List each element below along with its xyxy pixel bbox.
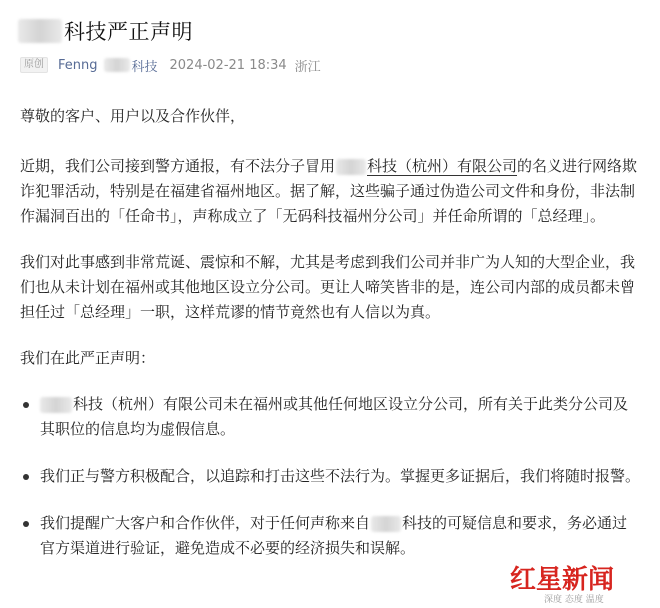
author-link[interactable]: Fenng: [58, 57, 98, 73]
bullet-2-text: 我们正与警方积极配合，以追踪和打击这些不法行为。掌握更多证据后，我们将随时报警。: [40, 467, 641, 485]
p1-text-b: 的名义进行网络欺诈犯罪活动，特别是在福建省福州地区。据了解，这些骗子通过伪造公司文件和身份，非法制作漏洞百出的「任命书」，声称成立了「无码科技福州分公司」并任命所谓的「总经理」。: [20, 157, 638, 225]
article-title-text: 科技严正声明: [64, 20, 193, 44]
publish-location: 浙江: [294, 59, 321, 75]
redacted-account-prefix: [104, 58, 130, 72]
bullet-1-text: 科技（杭州）有限公司未在福州或其他任何地区设立分公司，所有关于此类分公司及其职位的信息均为虚假信息。: [40, 395, 629, 438]
redacted-company-name: [40, 397, 72, 413]
company-name-underlined: 科技（杭州）有限公司: [367, 157, 518, 175]
bullet-3-text-b: 科技的可疑信息和要求，务必通过官方渠道进行验证，避免造成不必要的经济损失和误解。: [40, 514, 628, 557]
publish-datetime: 2024-02-21 18:34: [169, 57, 287, 73]
list-item: [20, 392, 640, 442]
bullet-dot-icon: [23, 402, 29, 408]
p1-text-a: 近期，我们公司接到警方通报，有不法分子冒用: [20, 157, 336, 175]
salutation: 尊敬的客户、用户以及合作伙伴，: [20, 107, 246, 125]
watermark-subtitle: 深度 态度 温度: [544, 595, 604, 605]
news-watermark-logo: [504, 554, 654, 606]
bullet-dot-icon: [23, 474, 29, 480]
list-item: [20, 464, 640, 489]
redacted-company-name: [18, 19, 62, 43]
hongxing-news-logo-icon: [504, 554, 654, 606]
declaration-list: [20, 392, 640, 561]
redacted-company-name: [336, 159, 366, 175]
bullet-dot-icon: [23, 521, 29, 527]
article-title: [18, 14, 193, 48]
original-tag: 原创: [20, 57, 48, 73]
paragraph-2: 我们对此事感到非常荒诞、震惊和不解，尤其是考虑到我们公司并非广为人知的大型企业，我们也从未计划在福州或其他地区设立分公司。更让人啼笑皆非的是，连公司内部的成员都未曾担任过「总经理」一职，这样荒谬的情节竟然也有人信以为真。: [20, 253, 636, 321]
redacted-company-name: [371, 516, 401, 532]
account-name[interactable]: 科技: [131, 59, 158, 75]
watermark-brand: 红星新闻: [510, 565, 615, 595]
declaration-heading: 我们在此严正声明：: [20, 349, 156, 367]
article-content: [20, 104, 640, 583]
paragraph-1: [20, 154, 640, 229]
article-meta: [20, 56, 321, 74]
bullet-3-text-a: 我们提醒广大客户和合作伙伴，对于任何声称来自: [40, 514, 371, 532]
